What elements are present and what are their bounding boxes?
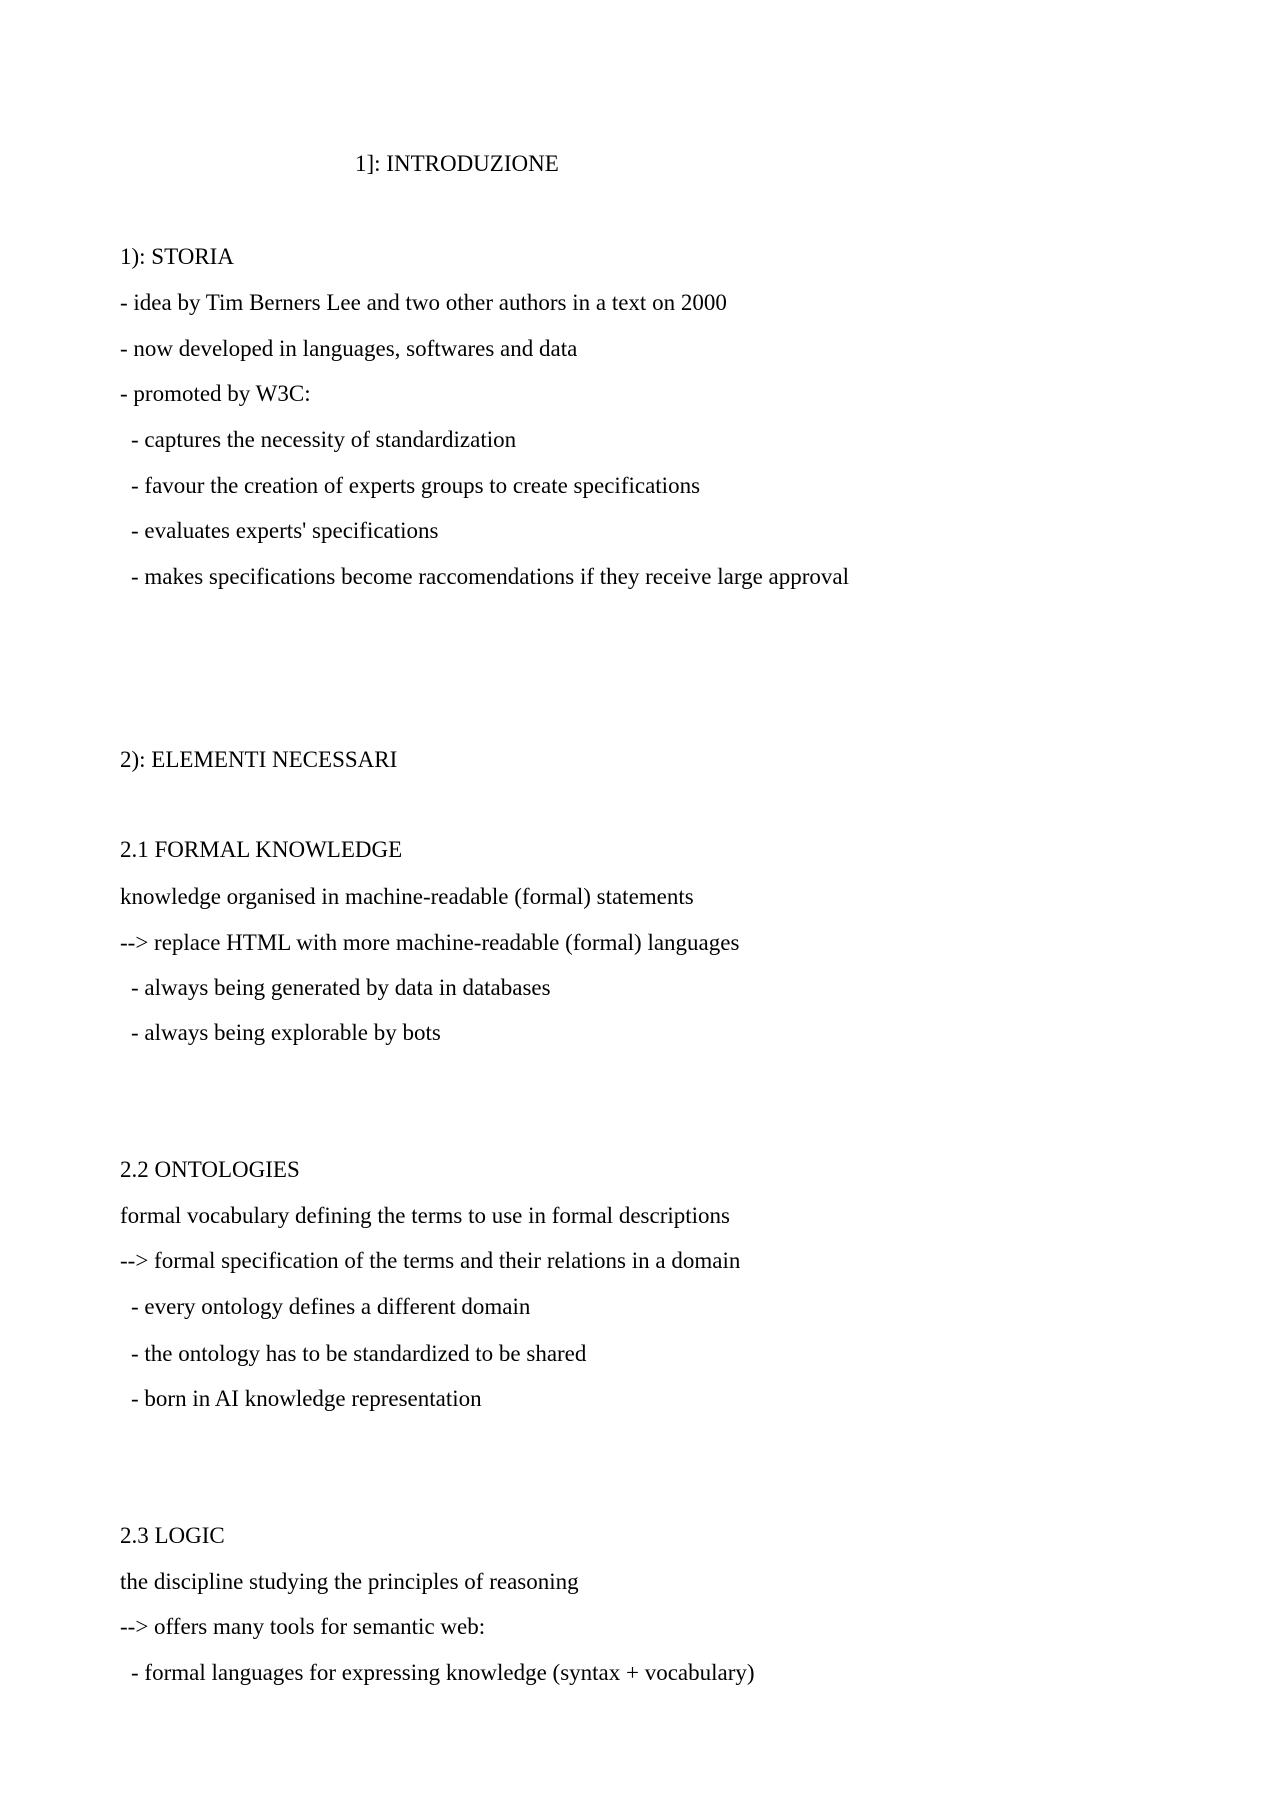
ontologies-point-2: - the ontology has to be standardized to be shared — [131, 1341, 587, 1366]
storia-subline-1: - captures the necessity of standardization — [131, 427, 517, 452]
ontologies-arrow: --> formal specification of the terms and their relations in a domain — [120, 1248, 741, 1273]
formal-knowledge-heading: 2.1 FORMAL KNOWLEDGE — [120, 837, 403, 862]
storia-subline-3: - evaluates experts' specifications — [131, 518, 439, 543]
ontologies-point-1: - every ontology defines a different domain — [131, 1294, 531, 1319]
document-title: 1]: INTRODUZIONE — [355, 151, 559, 176]
formal-knowledge-arrow: --> replace HTML with more machine-readable (formal) languages — [120, 930, 740, 955]
section-elementi-heading: 2): ELEMENTI NECESSARI — [120, 747, 398, 772]
section-storia-heading: 1): STORIA — [120, 244, 234, 269]
formal-knowledge-point-1: - always being generated by data in databases — [131, 975, 551, 1000]
logic-heading: 2.3 LOGIC — [120, 1523, 225, 1548]
storia-line-1: - idea by Tim Berners Lee and two other authors in a text on 2000 — [120, 290, 727, 315]
storia-subline-4: - makes specifications become raccomendations if they receive large approval — [131, 564, 850, 589]
formal-knowledge-point-2: - always being explorable by bots — [131, 1020, 441, 1045]
ontologies-point-3: - born in AI knowledge representation — [131, 1386, 482, 1411]
formal-knowledge-definition: knowledge organised in machine-readable (formal) statements — [120, 884, 694, 909]
ontologies-definition: formal vocabulary defining the terms to use in formal descriptions — [120, 1203, 730, 1228]
logic-point-1: - formal languages for expressing knowledge (syntax + vocabulary) — [131, 1660, 755, 1685]
storia-subline-2: - favour the creation of experts groups to create specifications — [131, 473, 701, 498]
logic-definition: the discipline studying the principles of reasoning — [120, 1569, 579, 1594]
logic-arrow: --> offers many tools for semantic web: — [120, 1614, 486, 1639]
storia-line-2: - now developed in languages, softwares and data — [120, 336, 578, 361]
ontologies-heading: 2.2 ONTOLOGIES — [120, 1157, 300, 1182]
storia-line-3: - promoted by W3C: — [120, 381, 311, 406]
